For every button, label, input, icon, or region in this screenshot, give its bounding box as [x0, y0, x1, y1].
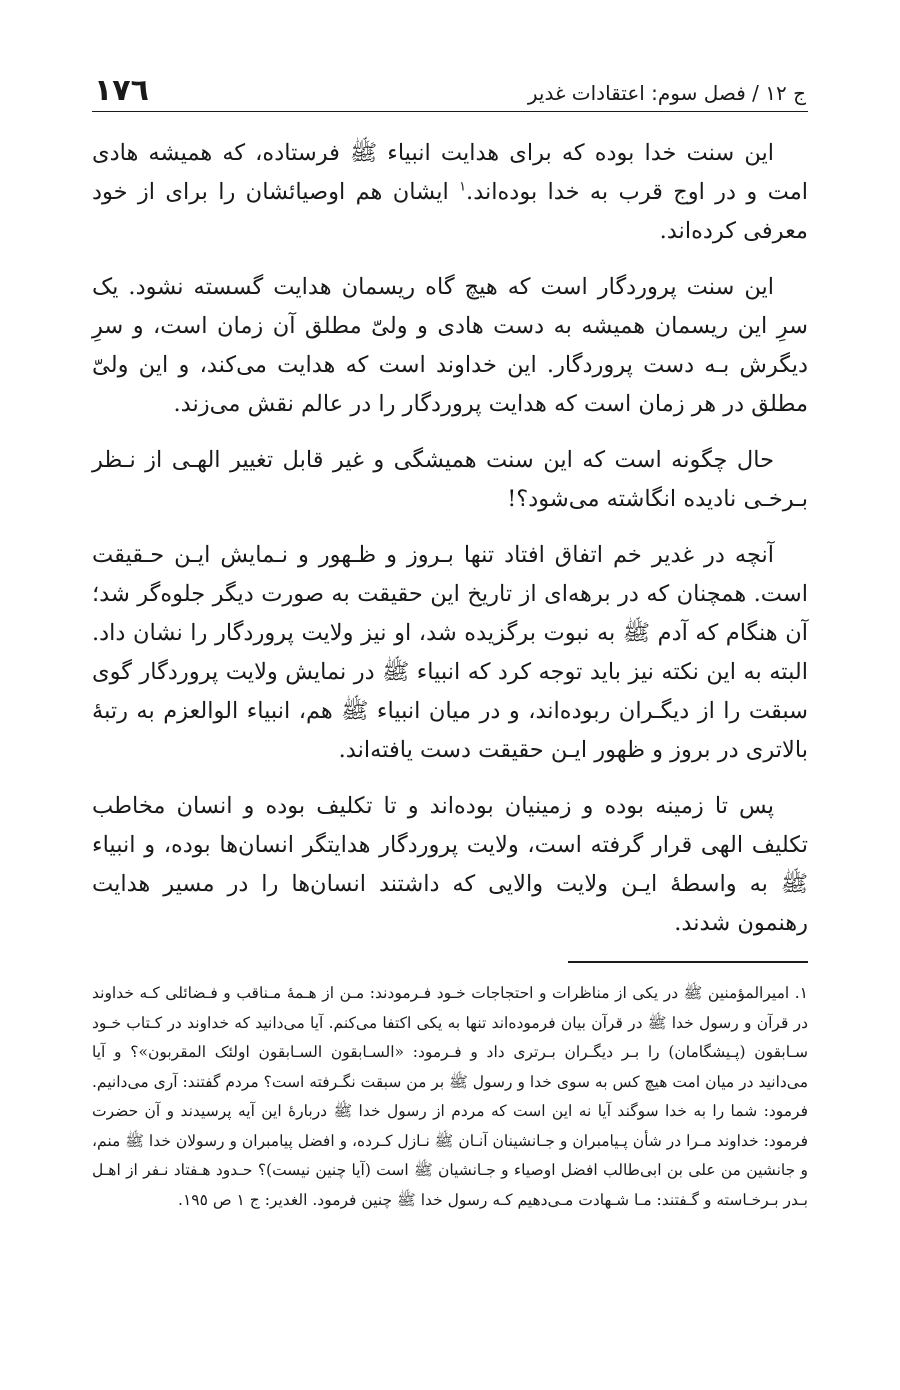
main-text [92, 134, 808, 943]
book-page [92, 64, 808, 1215]
paragraph-4: آنچه در غدیر خم اتفاق افتاد تنها بـروز و ظـهور و نـمایش ایـن حـقیقت است. همچنان که در برهه‌ای از تاریخ این حقیقت به صورت دیگر جلوه‌گر شد؛ آن هنگام که آدم ﷺ به نبوت برگزیده شد، او نیز ولایت پروردگار را نشان داد. البته به این نکته نیز باید توجه کرد که انبیاء ﷺ در نمایش ولایت پروردگار گوی سبقت را از دیگـران ربوده‌اند، و در میان انبیاء ﷺ هم، انبیاء الوالعزم به رتبهٔ بالاتری در بروز و ظهور ایـن حقیقت دست یافته‌اند. [92, 542, 808, 763]
footnote-marker: ١ [459, 179, 467, 195]
paragraph-1-tail: ایشان هم اوصیائشان را برای از خود معرفی کرده‌اند. [92, 179, 808, 244]
running-title: ج ١٢ / فصل سوم: اعتقادات غدیر [527, 81, 806, 105]
page-number: ١٧٦ [94, 73, 149, 108]
page-header [92, 64, 808, 112]
paragraph-2: این سنت پروردگار است که هیچ گاه ریسمان هدایت گسسته نشود. یک سرِ این ریسمان همیشه به دست هادی و ولیّ مطلق آن زمان است، و سرِ دیگرش بـه دست پروردگار. این خداوند است که هدایت می‌کند، و این ولیّ مطلق در هر زمان است که هدایت پروردگار را در عالم نقش می‌زند. [92, 274, 808, 417]
paragraph-1 [92, 134, 808, 251]
footnote-divider [568, 961, 808, 963]
footnote: ١. امیرالمؤمنین ﷺ در یکی از مناظرات و احتجاجات خـود فـرمودند: مـن از هـمهٔ مـناقب و فـضائلی کـه خداوند در قرآن و رسول خدا ﷺ در قرآن بیان فرموده‌اند تنها به یکی اکتفا می‌کنم. آیا می‌دانید که خداوند در کـتاب خـود سـابقون (پـیشگامان) را بـر دیگـران بـرتری داد و فـرمود: «السـابقون السـابقون اولئک المقربون»؟ و آیا می‌دانید در میان امت هیچ کس به سوی خدا و رسول ﷺ بر من سبقت نگـرفته است؟ مردم گفتند: آری می‌دانیم. فرمود: شما را به خدا سوگند آیا نه این است که مردم از رسول خدا ﷺ دربارهٔ این آیه پرسیدند و آن حضرت فرمود: خداوند مـرا در شأن پـیامبران و جـانشینان آنـان ﷺ نـازل کـرده، و افضل پیامبران و رسولان خدا ﷺ منم، و جانشین من علی بن ابی‌طالب افضل اوصیاء و جـانشیان ﷺ است (آیا چنین نیست)؟ حـدود هـفتاد نـفر از اهـل بـدر بـرخـاسته و گـفتند: مـا شـهادت مـی‌دهیم کـه رسول خدا ﷺ چنین فرمود. الغدیر: ج ١ ص ١٩٥. [92, 984, 808, 1209]
paragraph-1-text: این سنت خدا بوده که برای هدایت انبیاء ﷺ فرستاده، که همیشه هادی امت و در اوج قرب به خدا بوده‌اند. [92, 140, 808, 205]
paragraph-3: حال چگونه است که این سنت همیشگی و غیر قابل تغییر الهـی از نـظر بـرخـی نادیده انگاشته می‌شود؟! [92, 447, 808, 512]
paragraph-5: پس تا زمینه بوده و زمینیان بوده‌اند و تا تکلیف بوده و انسان مخاطب تکلیف الهی قرار گرفته است، ولایت پروردگار هدایتگر انسان‌ها بوده، و انبیاء ﷺ به واسطهٔ ایـن ولایت والایی که داشتند انسان‌ها را در مسیر هدایت رهنمون شدند. [92, 793, 808, 936]
